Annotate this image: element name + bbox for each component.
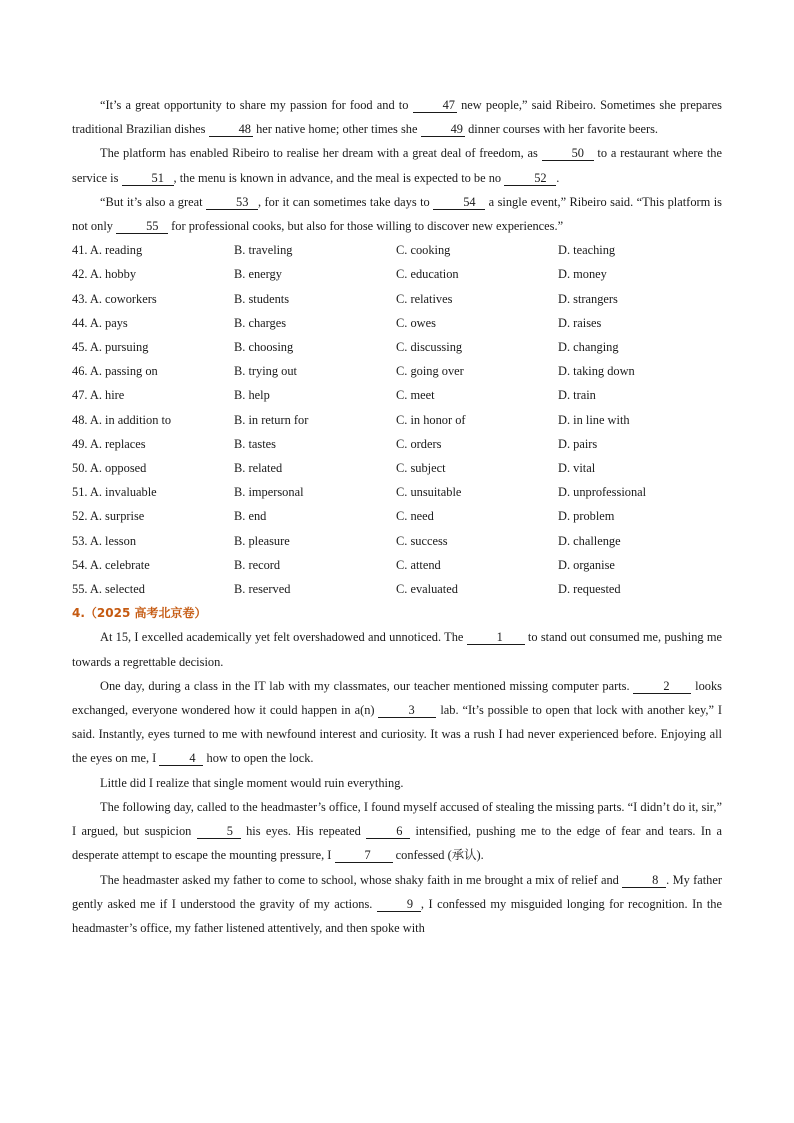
option-43-a: 43. A. coworkers	[72, 291, 157, 306]
blank-3: 3	[378, 703, 436, 718]
passage-b-paragraph-5: The headmaster asked my father to come to school, whose shaky faith in me brought a mix of relief and 8 . My father gently asked me if I understood the gravity of my actions. 9 , I confessed my misguided longing for recognition. In the headmaster’s office, my father listened attentively, and then spoke with	[72, 872, 722, 935]
option-45-b: B. choosing	[234, 340, 294, 355]
option-44-c: C. owes	[396, 315, 436, 330]
option-54-a: 54. A. celebrate	[72, 557, 150, 572]
option-53-b: B. pleasure	[234, 533, 290, 548]
option-52-b: B. end	[234, 509, 267, 524]
option-47-a: 47. A. hire	[72, 388, 125, 403]
option-46-c: C. going over	[396, 364, 464, 379]
blank-47: 47	[413, 98, 457, 113]
blank-2: 2	[633, 679, 691, 694]
option-42-c: C. education	[396, 267, 459, 282]
blank-51: 51	[122, 171, 174, 186]
option-47-b: B. help	[234, 388, 270, 403]
option-55-b: B. reserved	[234, 582, 291, 597]
option-49-d: D. pairs	[558, 436, 598, 451]
option-53-a: 53. A. lesson	[72, 533, 137, 548]
option-43-d: D. strangers	[558, 291, 618, 306]
blank-4: 4	[159, 751, 203, 766]
option-45-d: D. changing	[558, 340, 619, 355]
passage-b-paragraph-1: At 15, I excelled academically yet felt overshadowed and unnoticed. The 1 to stand out consumed me, pushing me towards a regrettable decision.	[72, 630, 722, 669]
option-44-b: B. charges	[234, 315, 287, 330]
option-41-b: B. traveling	[234, 243, 293, 258]
option-54-d: D. organise	[558, 557, 615, 572]
option-43-b: B. students	[234, 291, 290, 306]
blank-7: 7	[335, 848, 393, 863]
option-42-b: B. energy	[234, 267, 282, 282]
blank-50: 50	[542, 146, 594, 161]
option-42-a: 42. A. hobby	[72, 267, 137, 282]
blank-8: 8	[622, 873, 666, 888]
option-55-a: 55. A. selected	[72, 582, 145, 597]
option-41-c: C. cooking	[396, 243, 451, 258]
option-45-a: 45. A. pursuing	[72, 340, 149, 355]
option-53-d: D. challenge	[558, 533, 621, 548]
passage-b-paragraph-3: Little did I realize that single moment would ruin everything.	[100, 775, 404, 790]
passage-a-paragraph-2: The platform has enabled Ribeiro to realise her dream with a great deal of freedom, as 50 to a restaurant where the service is 51 , the menu is known in advance, and the meal is expected to be no 52 .	[72, 146, 722, 185]
option-52-d: D. problem	[558, 509, 615, 524]
option-49-c: C. orders	[396, 436, 442, 451]
option-48-d: D. in line with	[558, 412, 630, 427]
option-55-d: D. requested	[558, 582, 621, 597]
option-55-c: C. evaluated	[396, 582, 458, 597]
option-46-d: D. taking down	[558, 364, 635, 379]
option-45-c: C. discussing	[396, 340, 463, 355]
option-41-a: 41. A. reading	[72, 243, 143, 258]
passage-b-paragraph-2: One day, during a class in the IT lab with my classmates, our teacher mentioned missing computer parts. 2 looks exchanged, everyone wondered how it could happen in a(n) 3 lab. “It’s possible to open that lock with another key,” I said. Instantly, eyes turned to me with newfound interest and curiosity. It was a rush I had never experienced before. Enjoying all the eyes on me, I 4 how to open the lock.	[72, 678, 722, 766]
blank-1: 1	[467, 630, 525, 645]
options-list	[72, 238, 722, 601]
option-47-c: C. meet	[396, 388, 435, 403]
option-54-c: C. attend	[396, 557, 441, 572]
option-50-b: B. related	[234, 461, 283, 476]
option-50-d: D. vital	[558, 461, 596, 476]
option-51-c: C. unsuitable	[396, 485, 462, 500]
option-51-b: B. impersonal	[234, 485, 304, 500]
option-54-b: B. record	[234, 557, 281, 572]
passage-a-paragraph-1: “It’s a great opportunity to share my passion for food and to 47 new people,” said Ribeiro. Sometimes she prepares traditional Brazilian dishes 48 her native home; other times she 49 dinner courses with her favorite beers.	[72, 98, 722, 137]
document-page	[72, 93, 722, 940]
option-49-b: B. tastes	[234, 436, 276, 451]
option-51-d: D. unprofessional	[558, 485, 647, 500]
option-48-b: B. in return for	[234, 412, 309, 427]
passage-b-paragraph-4: The following day, called to the headmaster’s office, I found myself accused of stealing the missing parts. “I didn’t do it, sir,” I argued, but suspicion 5 his eyes. His repeated 6 intensified, pushing me to the edge of fear and tears. In a desperate attempt to escape the mounting pressure, I 7 confessed (承认).	[72, 799, 723, 863]
option-52-c: C. need	[396, 509, 434, 524]
option-52-a: 52. A. surprise	[72, 509, 145, 524]
option-46-a: 46. A. passing on	[72, 364, 158, 379]
blank-53: 53	[206, 195, 258, 210]
option-41-d: D. teaching	[558, 243, 616, 258]
blank-9: 9	[377, 897, 421, 912]
option-53-c: C. success	[396, 533, 448, 548]
option-44-d: D. raises	[558, 315, 602, 330]
option-49-a: 49. A. replaces	[72, 436, 146, 451]
option-47-d: D. train	[558, 388, 596, 403]
option-50-a: 50. A. opposed	[72, 461, 147, 476]
blank-48: 48	[209, 122, 253, 137]
option-46-b: B. trying out	[234, 364, 297, 379]
blank-6: 6	[366, 824, 410, 839]
blank-55: 55	[116, 219, 168, 234]
option-50-c: C. subject	[396, 461, 446, 476]
option-51-a: 51. A. invaluable	[72, 485, 157, 500]
option-48-c: C. in honor of	[396, 412, 466, 427]
blank-49: 49	[421, 122, 465, 137]
section-heading: 4.（2025 高考北京卷）	[72, 606, 207, 621]
option-44-a: 44. A. pays	[72, 315, 128, 330]
option-43-c: C. relatives	[396, 291, 453, 306]
blank-5: 5	[197, 824, 241, 839]
blank-52: 52	[504, 171, 556, 186]
passage-a-paragraph-3: “But it’s also a great 53 , for it can sometimes take days to 54 a single event,” Ribeiro said. “This platform is not only 55 for professional cooks, but also for those willing to discover new experiences.”	[72, 194, 722, 234]
option-42-d: D. money	[558, 267, 607, 282]
option-48-a: 48. A. in addition to	[72, 412, 172, 427]
blank-54: 54	[433, 195, 485, 210]
